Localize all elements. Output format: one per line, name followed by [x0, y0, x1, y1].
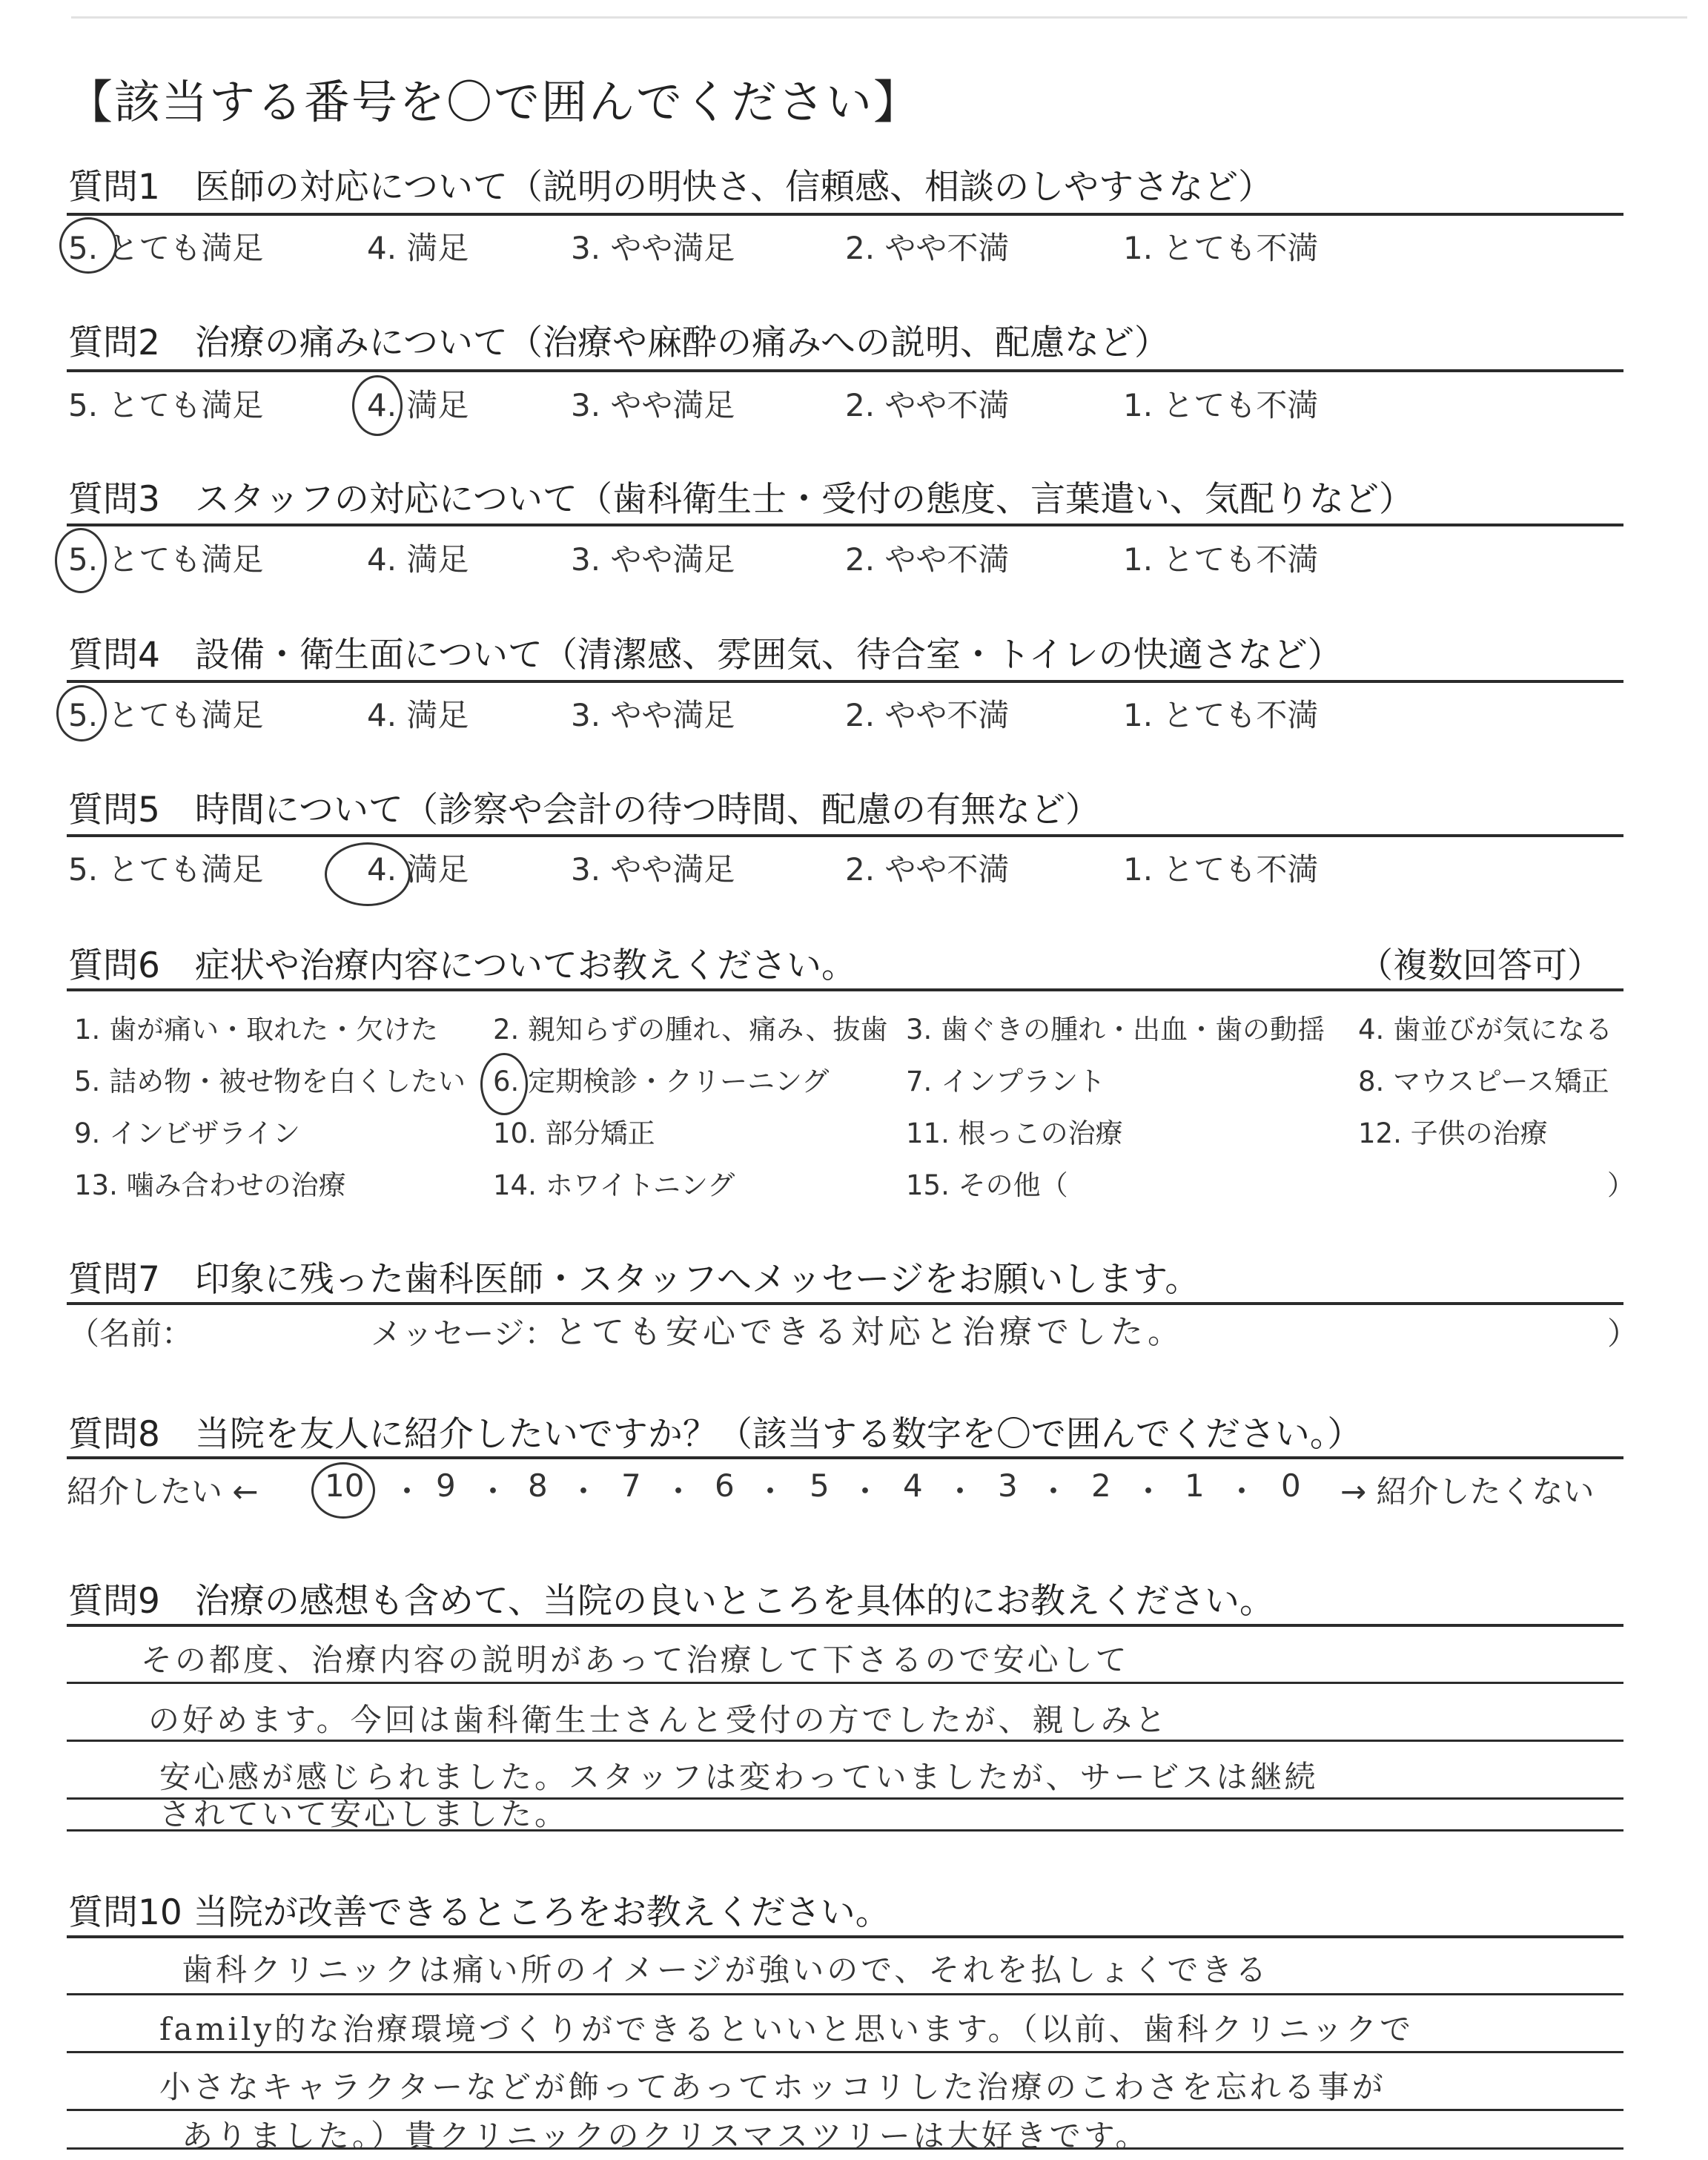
- q8-scale-1[interactable]: 1: [1185, 1467, 1205, 1504]
- q4-option-3[interactable]: 3. やや満足: [571, 697, 735, 733]
- q6-rule: [67, 988, 1623, 991]
- q3-option-5[interactable]: 5. とても満足: [68, 541, 264, 578]
- q4-selection-circle: [56, 685, 107, 742]
- q3-option-2[interactable]: 2. やや不満: [845, 541, 1010, 578]
- q9-answer-line-2[interactable]: の好めます。今回は歯科衛生士さんと受付の方でしたが、親しみと: [148, 1702, 1169, 1738]
- q4-option-5[interactable]: 5. とても満足: [68, 697, 264, 733]
- q6-option-8[interactable]: 8. マウスピース矯正: [1358, 1066, 1609, 1097]
- q1-option-4[interactable]: 4. 満足: [367, 230, 469, 266]
- q7-name-label: （名前：: [68, 1315, 193, 1352]
- q2-rule: [67, 369, 1623, 372]
- q9-rule: [67, 1624, 1623, 1627]
- q4-option-4[interactable]: 4. 満足: [367, 697, 469, 733]
- q3-rule: [67, 524, 1623, 526]
- q7-title: 質問7 印象に残った歯科医師・スタッフへメッセージをお願いします。: [68, 1259, 1200, 1300]
- q10-answer-line-3[interactable]: 小さなキャラクターなどが飾ってあってホッコリした治療のこわさを忘れる事が: [159, 2069, 1386, 2105]
- q1-option-2[interactable]: 2. やや不満: [845, 230, 1010, 266]
- q4-option-2[interactable]: 2. やや不満: [845, 697, 1010, 733]
- q9-answer-line-4[interactable]: されていて安心しました。: [159, 1796, 569, 1832]
- q5-option-2[interactable]: 2. やや不満: [845, 851, 1010, 888]
- q3-selection-circle: [55, 528, 107, 593]
- q10-answer-line-1[interactable]: 歯科クリニックは痛い所のイメージが強いので、それを払しょくできる: [182, 1952, 1270, 1988]
- q5-option-5[interactable]: 5. とても満足: [68, 851, 264, 888]
- q1-title: 質問1 医師の対応について（説明の明快さ、信頼感、相談のしやすさなど）: [68, 167, 1274, 208]
- q8-scale-10[interactable]: 10: [325, 1467, 365, 1504]
- q8-scale-0[interactable]: 0: [1281, 1467, 1301, 1504]
- top-divider: [71, 16, 1687, 19]
- q8-scale-dot: ・: [1133, 1473, 1165, 1510]
- q3-option-3[interactable]: 3. やや満足: [571, 541, 735, 578]
- page-title: 【該当する番号を〇で囲んでください】: [67, 75, 921, 129]
- q10-answer-line: [67, 1993, 1623, 1995]
- q8-left-label: 紹介したい ←: [67, 1473, 259, 1510]
- q7-message-label: メッセージ：: [371, 1315, 556, 1352]
- q8-scale-8[interactable]: 8: [528, 1467, 548, 1504]
- q8-scale-dot: ・: [1038, 1473, 1070, 1510]
- q10-answer-line-2[interactable]: family的な治療環境づくりができるといいと思います。（以前、歯科クリニックで: [159, 2011, 1414, 2047]
- q3-option-4[interactable]: 4. 満足: [367, 541, 469, 578]
- q10-answer-line: [67, 2109, 1623, 2111]
- q2-option-4[interactable]: 4. 満足: [367, 387, 469, 423]
- q3-option-1[interactable]: 1. とても不満: [1123, 541, 1319, 578]
- q6-option-15[interactable]: 15. その他（: [906, 1169, 1068, 1201]
- q2-selection-circle: [352, 375, 403, 436]
- q8-scale-7[interactable]: 7: [621, 1467, 641, 1504]
- q8-scale-dot: ・: [477, 1473, 509, 1510]
- q6-option-14[interactable]: 14. ホワイトニング: [493, 1169, 735, 1201]
- q8-scale-dot: ・: [944, 1473, 976, 1510]
- q2-option-5[interactable]: 5. とても満足: [68, 387, 264, 423]
- q6-selection-circle: [480, 1053, 528, 1115]
- q8-scale-2[interactable]: 2: [1091, 1467, 1111, 1504]
- q9-answer-line-1[interactable]: その都度、治療内容の説明があって治療して下さるので安心して: [141, 1642, 1130, 1678]
- q6-option-12[interactable]: 12. 子供の治療: [1358, 1117, 1548, 1149]
- q5-selection-circle: [325, 842, 411, 906]
- q8-rule: [67, 1456, 1623, 1459]
- q6-option-2[interactable]: 2. 親知らずの腫れ、痛み、抜歯: [493, 1014, 888, 1046]
- q1-rule: [67, 213, 1623, 216]
- q6-option-11[interactable]: 11. 根っこの治療: [906, 1117, 1123, 1149]
- q2-option-1[interactable]: 1. とても不満: [1123, 387, 1319, 423]
- q5-option-4[interactable]: 4. 満足: [367, 851, 469, 888]
- q9-answer-line: [67, 1682, 1623, 1684]
- q8-scale-dot: ・: [1226, 1473, 1258, 1510]
- q8-selection-circle: [311, 1462, 375, 1519]
- q7-message-handwritten[interactable]: とても安心できる対応と治療でした。: [555, 1313, 1185, 1351]
- q10-title: 質問10 当院が改善できるところをお教えください。: [68, 1892, 890, 1933]
- q4-rule: [67, 680, 1623, 683]
- q10-rule: [67, 1935, 1623, 1938]
- q5-rule: [67, 834, 1623, 837]
- q8-scale-dot: ・: [568, 1473, 600, 1510]
- q6-other-close: ）: [1607, 1169, 1635, 1201]
- q1-option-3[interactable]: 3. やや満足: [571, 230, 735, 266]
- q10-answer-line-4[interactable]: ありました。）貴クリニックのクリスマスツリーは大好きです。: [182, 2118, 1150, 2154]
- q6-option-13[interactable]: 13. 噛み合わせの治療: [74, 1169, 346, 1201]
- q1-selection-circle: [59, 217, 117, 274]
- q6-option-6[interactable]: 6. 定期検診・クリーニング: [493, 1066, 830, 1097]
- q8-scale-5[interactable]: 5: [810, 1467, 830, 1504]
- q8-title: 質問8 当院を友人に紹介したいですか？（該当する数字を〇で囲んでください。）: [68, 1414, 1363, 1455]
- q2-title: 質問2 治療の痛みについて（治療や麻酔の痛みへの説明、配慮など）: [68, 323, 1170, 363]
- q6-option-7[interactable]: 7. インプラント: [906, 1066, 1106, 1097]
- q8-scale-dot: ・: [391, 1473, 423, 1510]
- q6-option-3[interactable]: 3. 歯ぐきの腫れ・出血・歯の動揺: [906, 1014, 1325, 1046]
- q1-option-5[interactable]: 5. とても満足: [68, 230, 264, 266]
- q5-title: 質問5 時間について（診察や会計の待つ時間、配慮の有無など）: [68, 790, 1100, 830]
- q6-option-4[interactable]: 4. 歯並びが気になる: [1358, 1014, 1613, 1046]
- q8-scale-dot: ・: [850, 1473, 881, 1510]
- q10-answer-line: [67, 2051, 1623, 2053]
- q8-scale-dot: ・: [755, 1473, 787, 1510]
- q6-option-1[interactable]: 1. 歯が痛い・取れた・欠けた: [74, 1014, 439, 1046]
- q8-scale-3[interactable]: 3: [998, 1467, 1018, 1504]
- q8-scale-4[interactable]: 4: [903, 1467, 923, 1504]
- q8-right-label: → 紹介したくない: [1340, 1473, 1595, 1510]
- q6-option-9[interactable]: 9. インビザライン: [74, 1117, 300, 1149]
- q1-option-1[interactable]: 1. とても不満: [1123, 230, 1319, 266]
- q4-title: 質問4 設備・衛生面について（清潔感、雰囲気、待合室・トイレの快適さなど）: [68, 635, 1343, 676]
- q8-scale-dot: ・: [663, 1473, 695, 1510]
- q3-title: 質問3 スタッフの対応について（歯科衛生士・受付の態度、言葉遣い、気配りなど）: [68, 479, 1414, 520]
- q4-option-1[interactable]: 1. とても不満: [1123, 697, 1319, 733]
- q8-scale-6[interactable]: 6: [715, 1467, 735, 1504]
- q6-option-10[interactable]: 10. 部分矯正: [493, 1117, 655, 1149]
- q6-multiple-note: （複数回答可）: [1358, 945, 1602, 986]
- q5-option-3[interactable]: 3. やや満足: [571, 851, 735, 888]
- q6-title: 質問6 症状や治療内容についてお教えください。: [68, 945, 856, 986]
- q2-option-3[interactable]: 3. やや満足: [571, 387, 735, 423]
- q8-scale-9[interactable]: 9: [436, 1467, 456, 1504]
- q7-close-paren: ）: [1607, 1315, 1639, 1352]
- q9-answer-line-3[interactable]: 安心感が感じられました。スタッフは変わっていましたが、サービスは継続: [159, 1759, 1319, 1795]
- q5-option-1[interactable]: 1. とても不満: [1123, 851, 1319, 888]
- q9-title: 質問9 治療の感想も含めて、当院の良いところを具体的にお教えください。: [68, 1581, 1274, 1622]
- q2-option-2[interactable]: 2. やや不満: [845, 387, 1010, 423]
- q6-option-5[interactable]: 5. 詰め物・被せ物を白くしたい: [74, 1066, 466, 1097]
